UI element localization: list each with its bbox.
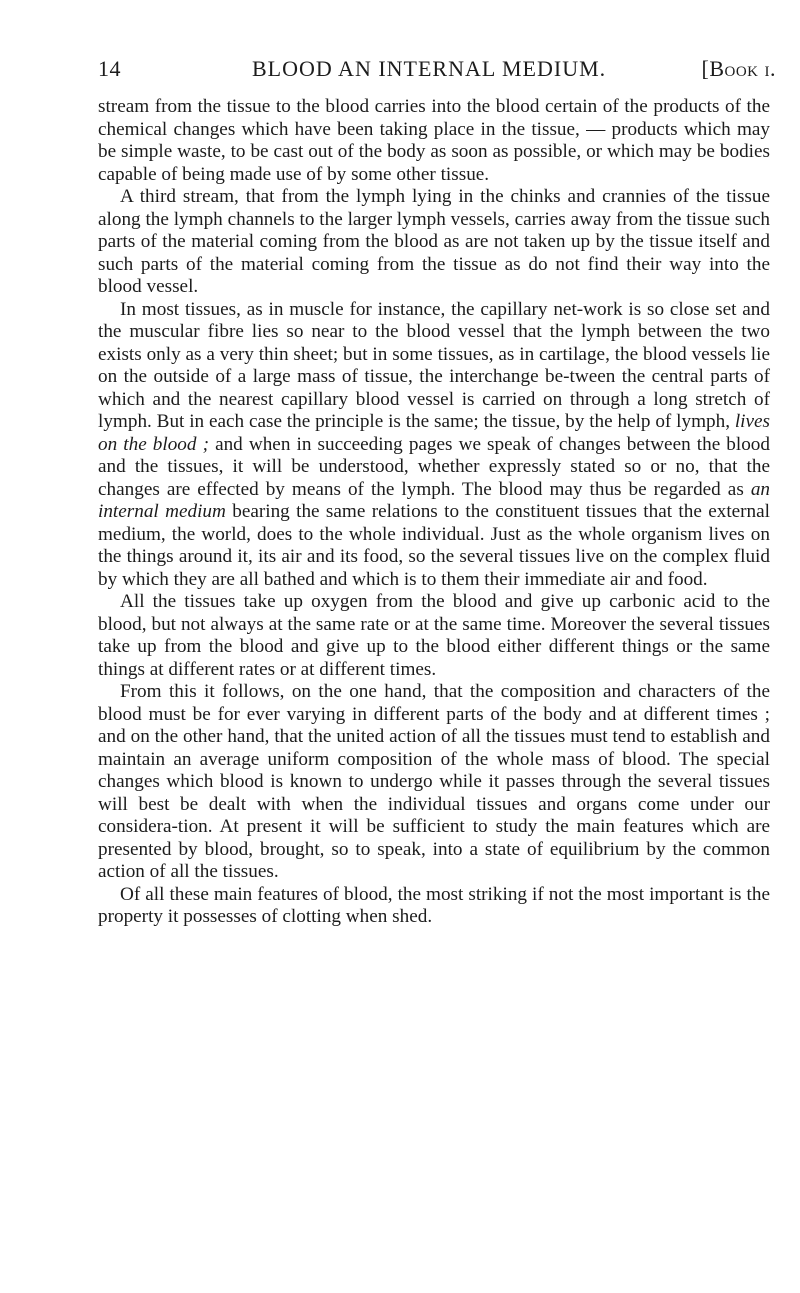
- paragraph-3-text-a: In most tissues, as in muscle for instance, the capillary net-work is so close set and the muscular fibre lies so near to the blood vessel that the lymph between the two exists only as a very thin sheet; but in some tissues, as in cartilage, the blood vessels lie on the outside of a large mass of tissue, the interchange be-tween the central parts of which and the nearest capillary blood vessel is carried on through a long stretch of lymph. But in each case the principle is the same; the tissue, by the help of lymph,: [98, 298, 770, 432]
- italic-lives-on-the-blood: lives on the blood ;: [98, 411, 770, 455]
- book-label: [Book i.: [701, 56, 776, 81]
- paragraph-1: stream from the tissue to the blood carries into the blood certain of the products of the chemical changes which have been taking place in the tissue, — products which may be simple waste, to be cast out of the body as soon as possible, or which may be bodies capable of being made use of by some other tissue.: [98, 96, 770, 185]
- italic-an-internal-medium: an internal medium: [98, 478, 770, 522]
- page-number: 14: [98, 56, 121, 81]
- paragraph-6: Of all these main features of blood, the most striking if not the most important is the property it possesses of clotting when shed.: [98, 883, 770, 927]
- paragraph-4: All the tissues take up oxygen from the blood and give up carbonic acid to the blood, but not always at the same rate or at the same time. Moreover the several tissues take up from the blood and give up to the blood either different things or the same things at different rates or at different times.: [98, 591, 770, 680]
- chapter-title: BLOOD AN INTERNAL MEDIUM.: [252, 56, 607, 81]
- paragraph-3-text-b: and when in succeeding pages we speak of changes between the blood and the tissues, it will be understood, whether expressly stated so or no, that the changes are effected by means of the lymph. The blood may thus be regarded as: [98, 433, 770, 500]
- paragraph-3-text-c: bearing the same relations to the constituent tissues that the external medium, the world, does to the whole individual. Just as the whole organism lives on the things around it, its air and its food, so the several tissues live on the complex fluid by which they are all bathed and which is to them their immediate air and food.: [98, 501, 770, 590]
- paragraph-5: From this it follows, on the one hand, that the composition and characters of the blood must be for ever varying in different parts of the body and at different times ; and on the other hand, that the united action of all the tissues must tend to establish and maintain an average uniform composition of the whole mass of blood. The special changes which blood is known to undergo while it passes through the several tissues will best be dealt with when the individual tissues and organs come under our considera-tion. At present it will be sufficient to study the main features which are presented by blood, brought, so to speak, into a state of equilibrium by the common action of all the tissues.: [98, 681, 770, 882]
- body-text: [98, 96, 770, 929]
- paragraph-2: A third stream, that from the lymph lying in the chinks and crannies of the tissue along the lymph channels to the larger lymph vessels, carries away from the tissue such parts of the material coming from the blood as are not taken up by the tissue itself and such parts of the material coming from the tissue as do not find their way into the blood vessel.: [98, 186, 770, 297]
- paragraph-3: [98, 299, 770, 592]
- running-head: [98, 54, 776, 84]
